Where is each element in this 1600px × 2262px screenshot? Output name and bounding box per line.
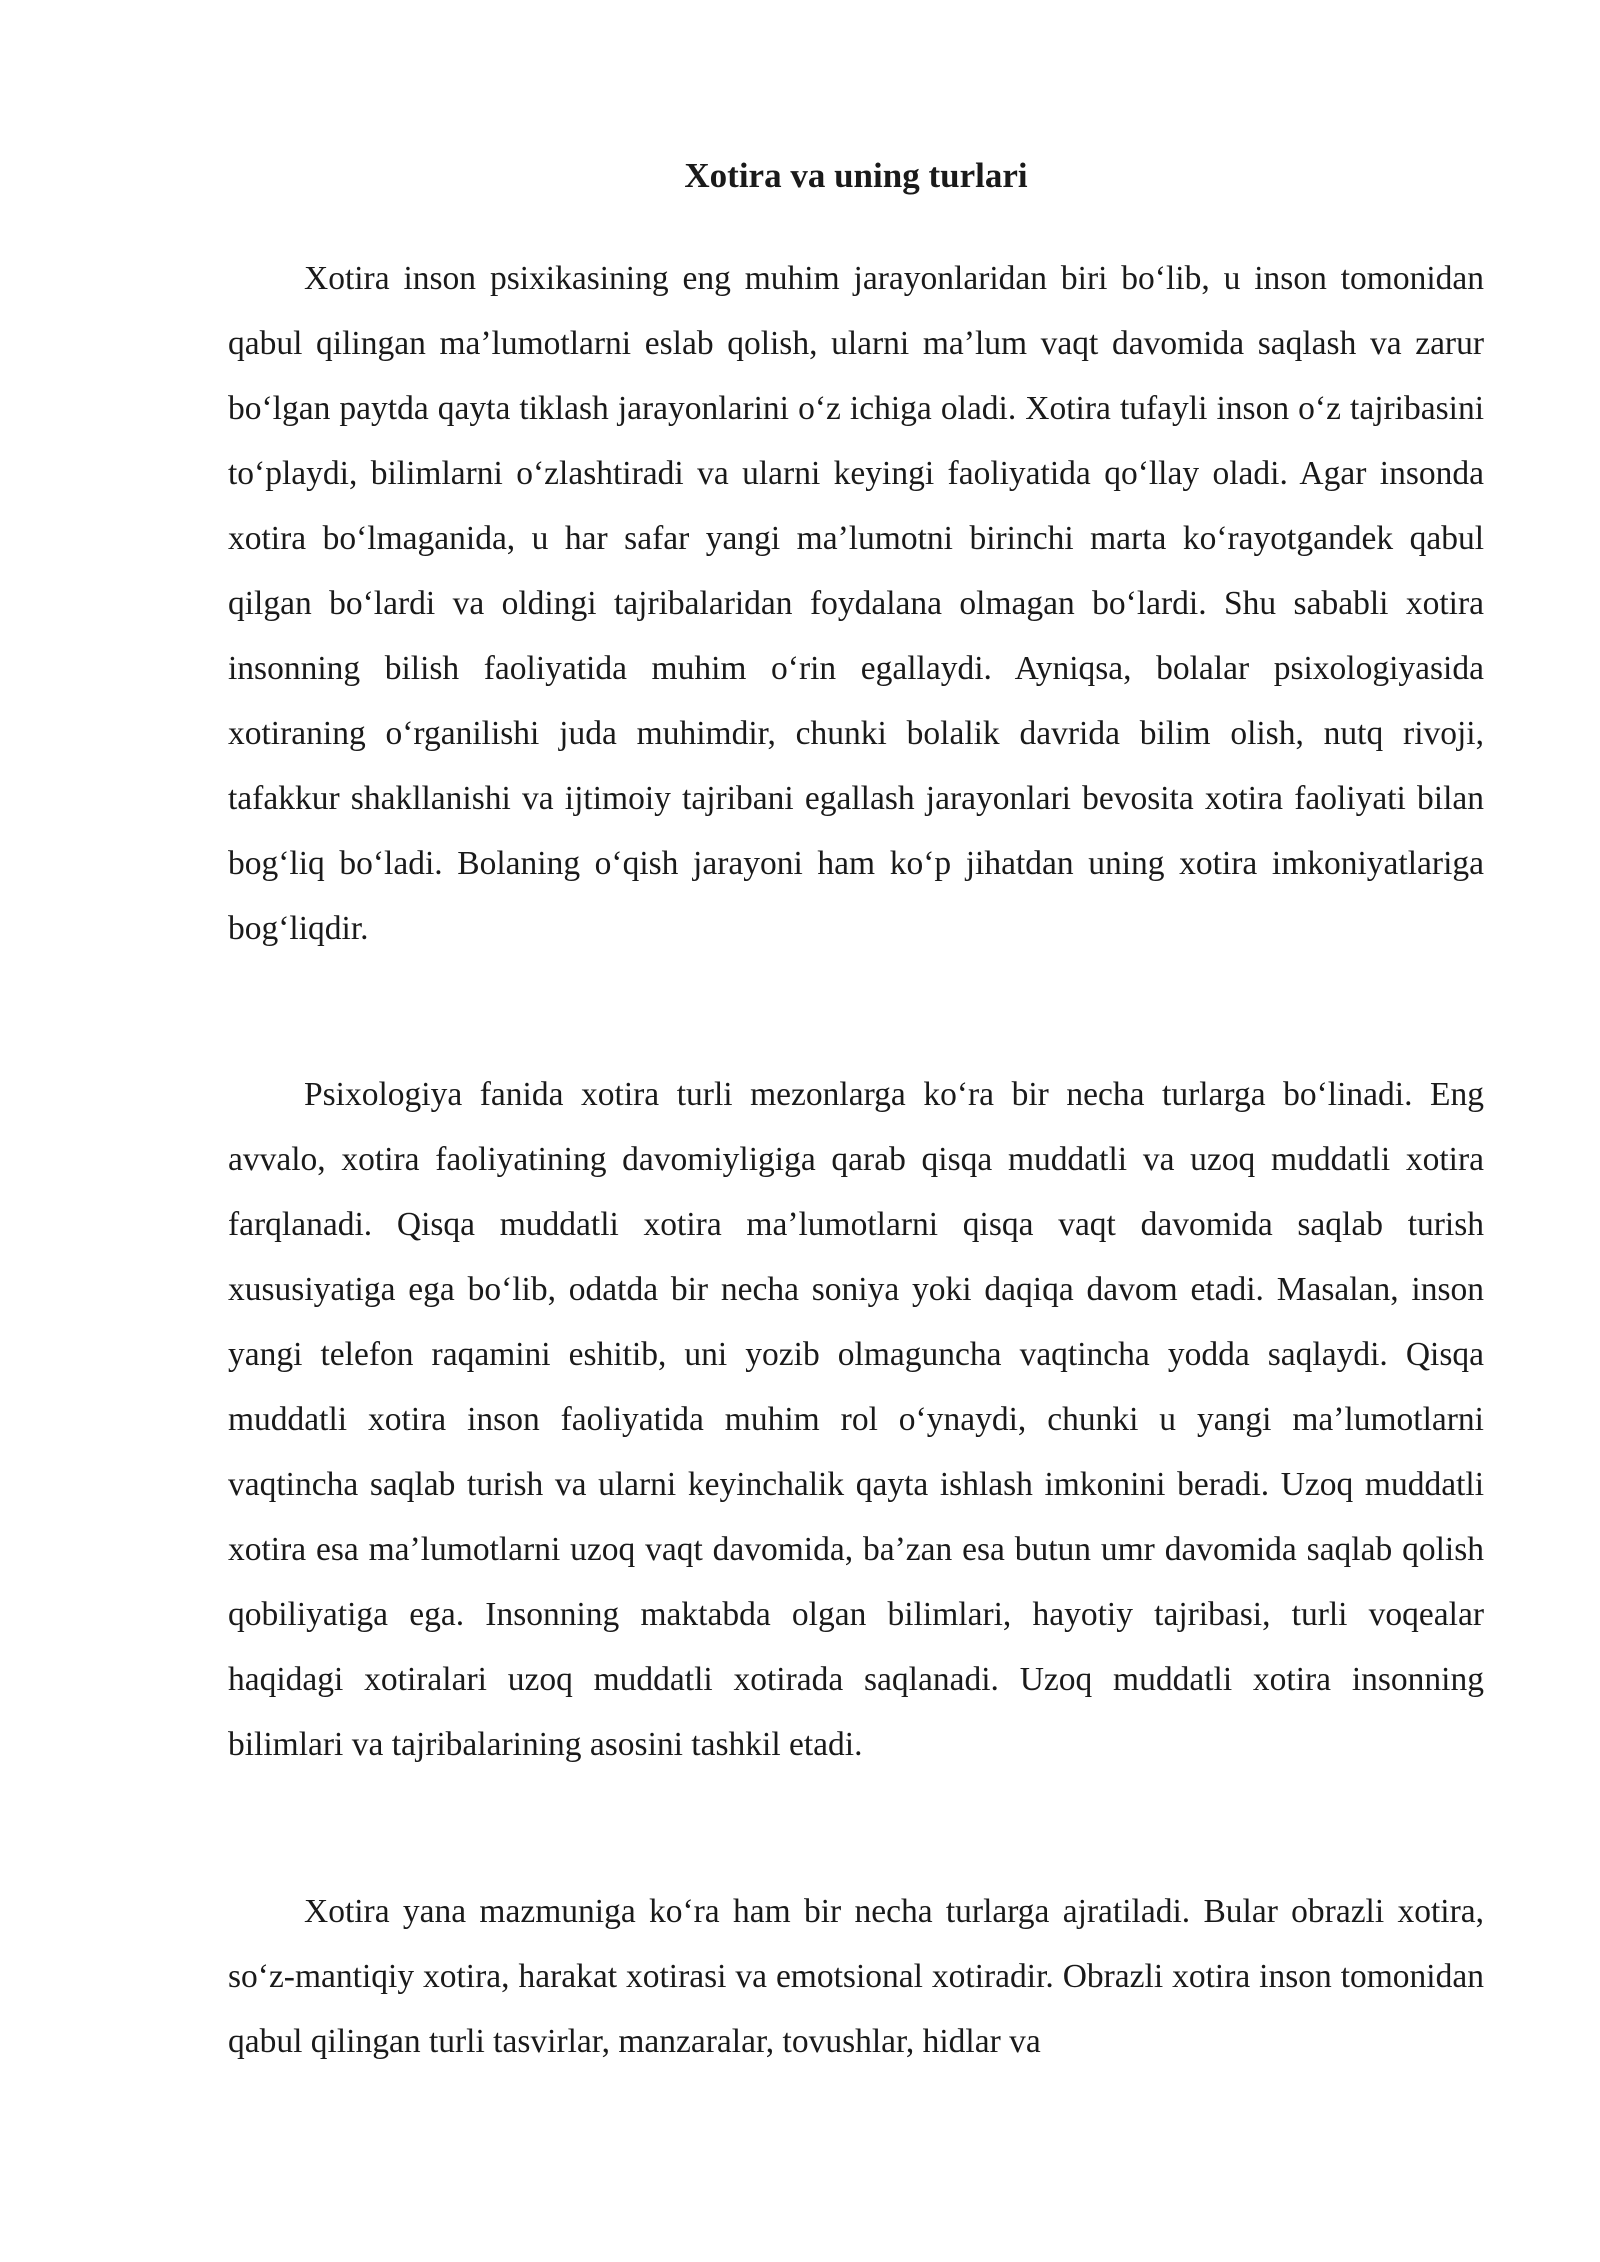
paragraph-memory-definition: Xotira inson psixikasining eng muhim jarayonlaridan biri boʻlib, u inson tomonidan qabul qilingan maʼlumotlarni eslab qolish, ularni maʼlum vaqt davomida saqlash va zarur boʻlgan paytda qayta tiklash jarayonlarini oʻz ichiga oladi. Xotira tufayli inson oʻz tajribasini toʻplaydi, bilimlarni oʻzlashtiradi va ularni keyingi faoliyatida qoʻllay oladi. Agar insonda xotira boʻlmaganida, u har safar yangi maʼlumotni birinchi marta koʻrayotgandek qabul qilgan boʻlardi va oldingi tajribalaridan foydalana olmagan boʻlardi. Shu sababli xotira insonning bilish faoliyatida muhim oʻrin egallaydi. Ayniqsa, bolalar psixologiyasida xotiraning oʻrganilishi juda muhimdir, chunki bolalik davrida bilim olish, nutq rivoji, tafakkur shakllanishi va ijtimoiy tajribani egallash jarayonlari bevosita xotira faoliyati bilan bogʻliq boʻladi. Bolaning oʻqish jarayoni ham koʻp jihatdan uning xotira imkoniyatlariga bogʻliqdir. <box>228 260 1484 947</box>
paragraph-memory-duration-types: Psixologiya fanida xotira turli mezonlarga koʻra bir necha turlarga boʻlinadi. Eng avvalo, xotira faoliyatining davomiyligiga qarab qisqa muddatli va uzoq muddatli xotira farqlanadi. Qisqa muddatli xotira maʼlumotlarni qisqa vaqt davomida saqlab turish xususiyatiga ega boʻlib, odatda bir necha soniya yoki daqiqa davom etadi. Masalan, inson yangi telefon raqamini eshitib, uni yozib olmaguncha vaqtincha yodda saqlaydi. Qisqa muddatli xotira inson faoliyatida muhim rol oʻynaydi, chunki u yangi maʼlumotlarni vaqtincha saqlab turish va ularni keyinchalik qayta ishlash imkonini beradi. Uzoq muddatli xotira esa maʼlumotlarni uzoq vaqt davomida, baʼzan esa butun umr davomida saqlab qolish qobiliyatiga ega. Insonning maktabda olgan bilimlari, hayotiy tajribasi, turli voqealar haqidagi xotiralari uzoq muddatli xotirada saqlanadi. Uzoq muddatli xotira insonning bilimlari va tajribalarining asosini tashkil etadi. <box>228 1076 1484 1763</box>
document-title: Xotira va uning turlari <box>684 156 1028 195</box>
paragraph-memory-content-types: Xotira yana mazmuniga koʻra ham bir necha turlarga ajratiladi. Bular obrazli xotira, soʻz-mantiqiy xotira, harakat xotirasi va emotsional xotiradir. Obrazli xotira inson tomonidan qabul qilingan turli tasvirlar, manzaralar, tovushlar, hidlar va <box>228 1893 1484 2060</box>
